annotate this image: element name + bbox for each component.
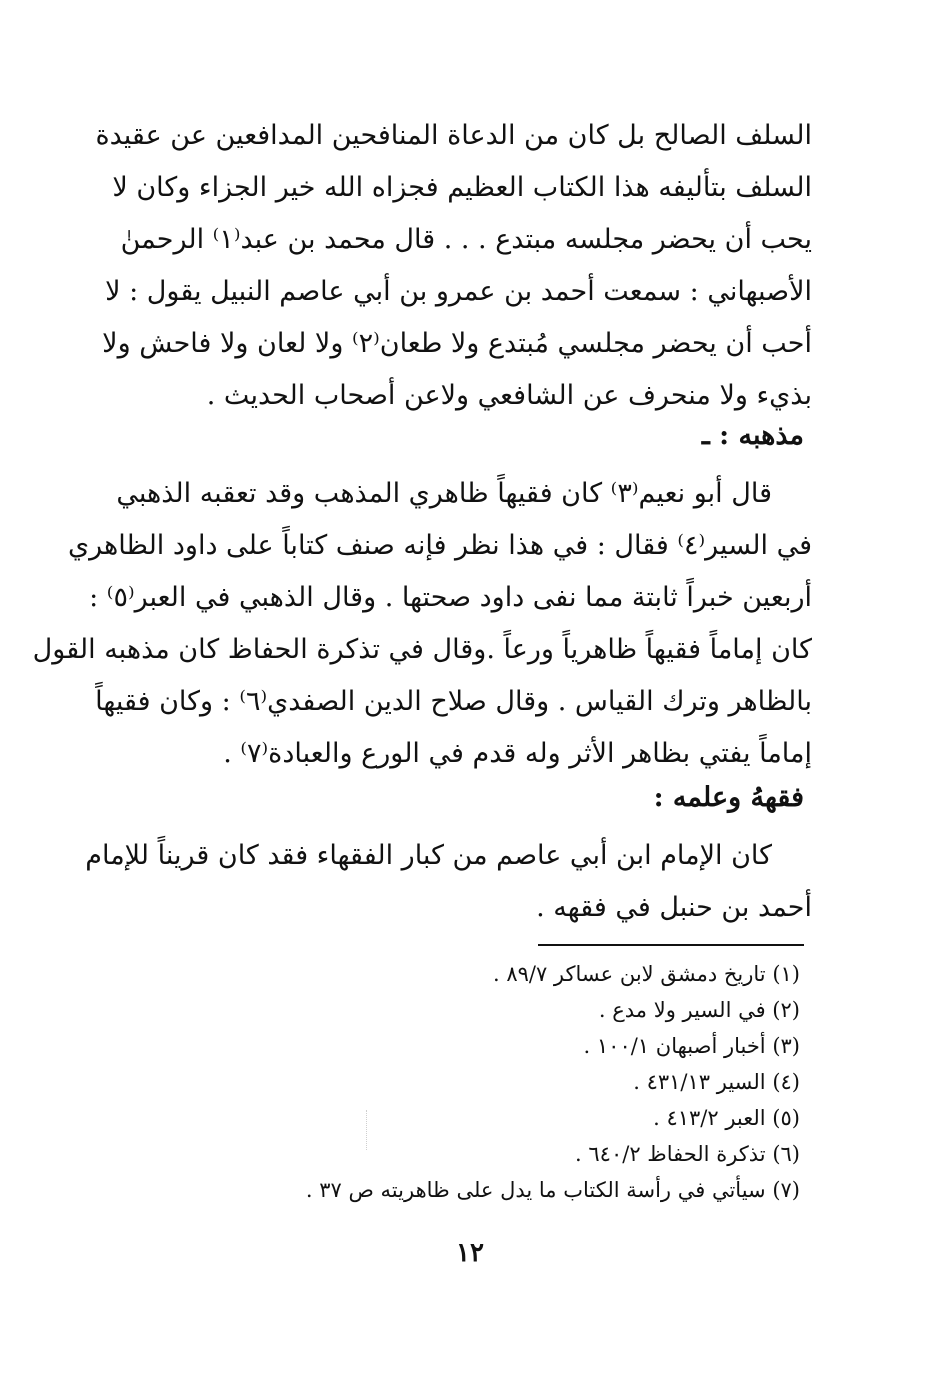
text-line: أربعين خبراً ثابتة مما نفى داود صحتها . وقال الذهبي في العبر⁽٥⁾ :	[89, 582, 812, 613]
footnote: (٣) أخبار أصبهان ١٠٠/١ .	[583, 1034, 800, 1058]
text-line: بذيء ولا منحرف عن الشافعي ولاعن أصحاب الحديث .	[206, 380, 812, 411]
scan-mark	[366, 1110, 373, 1150]
page-number: ١٢	[456, 1238, 484, 1268]
footnote: (٧) سيأتي في رأسة الكتاب ما يدل على ظاهريته ص ٣٧ .	[305, 1178, 800, 1202]
section-heading-madhhab: مذهبه : ـ	[701, 420, 804, 451]
paragraph-salaf	[95, 110, 812, 422]
text-line: كان الإمام ابن أبي عاصم من كبار الفقهاء فقد كان قريناً للإمام	[85, 840, 772, 871]
text-line: أحمد بن حنبل في فقهه .	[536, 892, 812, 923]
section-heading-fiqh: فقههُ وعلمه :	[653, 782, 804, 813]
footnote: (٤) السير ٤٣١/١٣ .	[633, 1070, 800, 1094]
text-line: أحب أن يحضر مجلسي مُبتدع ولا طعان⁽٢⁾ ولا لعان ولا فاحش ولا	[102, 328, 812, 359]
text-line: السلف الصالح بل كان من الدعاة المنافحين المدافعين عن عقيدة	[95, 120, 812, 151]
text-line: يحب أن يحضر مجلسه مبتدع . . . قال محمد بن عبد⁽١⁾ الرحمنٰ	[120, 224, 812, 255]
text-line: الأصبهاني : سمعت أحمد بن عمرو بن أبي عاصم النبيل يقول : لا	[105, 276, 812, 307]
paragraph-fiqh	[85, 830, 812, 934]
text-line: في السير⁽٤⁾ فقال : في هذا نظر فإنه صنف كتاباً على داود الظاهري	[67, 530, 812, 561]
footnote: (٥) العبر ٤١٣/٢ .	[653, 1106, 800, 1130]
paragraph-madhhab	[32, 468, 812, 780]
footnotes	[300, 956, 800, 1208]
footnote-separator	[538, 944, 804, 946]
text-line: بالظاهر وترك القياس . وقال صلاح الدين الصفدي⁽٦⁾ : وكان فقيهاً	[95, 686, 812, 717]
footnote: (١) تاريخ دمشق لابن عساكر ٨٩/٧ .	[492, 962, 800, 986]
text-line: كان إماماً فقيهاً ظاهرياً ورعاً .وقال في تذكرة الحفاظ كان مذهبه القول	[32, 634, 812, 665]
footnote: (٢) في السير ولا مدع .	[598, 998, 800, 1022]
text-line: السلف بتأليفه هذا الكتاب العظيم فجزاه الله خير الجزاء وكان لا	[112, 172, 812, 203]
footnote: (٦) تذكرة الحفاظ ٦٤٠/٢ .	[575, 1142, 800, 1166]
text-line: إماماً يفتي بظاهر الأثر وله قدم في الورع والعبادة⁽٧⁾ .	[223, 738, 812, 769]
text-line: قال أبو نعيم⁽٣⁾ كان فقيهاً ظاهري المذهب وقد تعقبه الذهبي	[116, 478, 772, 509]
